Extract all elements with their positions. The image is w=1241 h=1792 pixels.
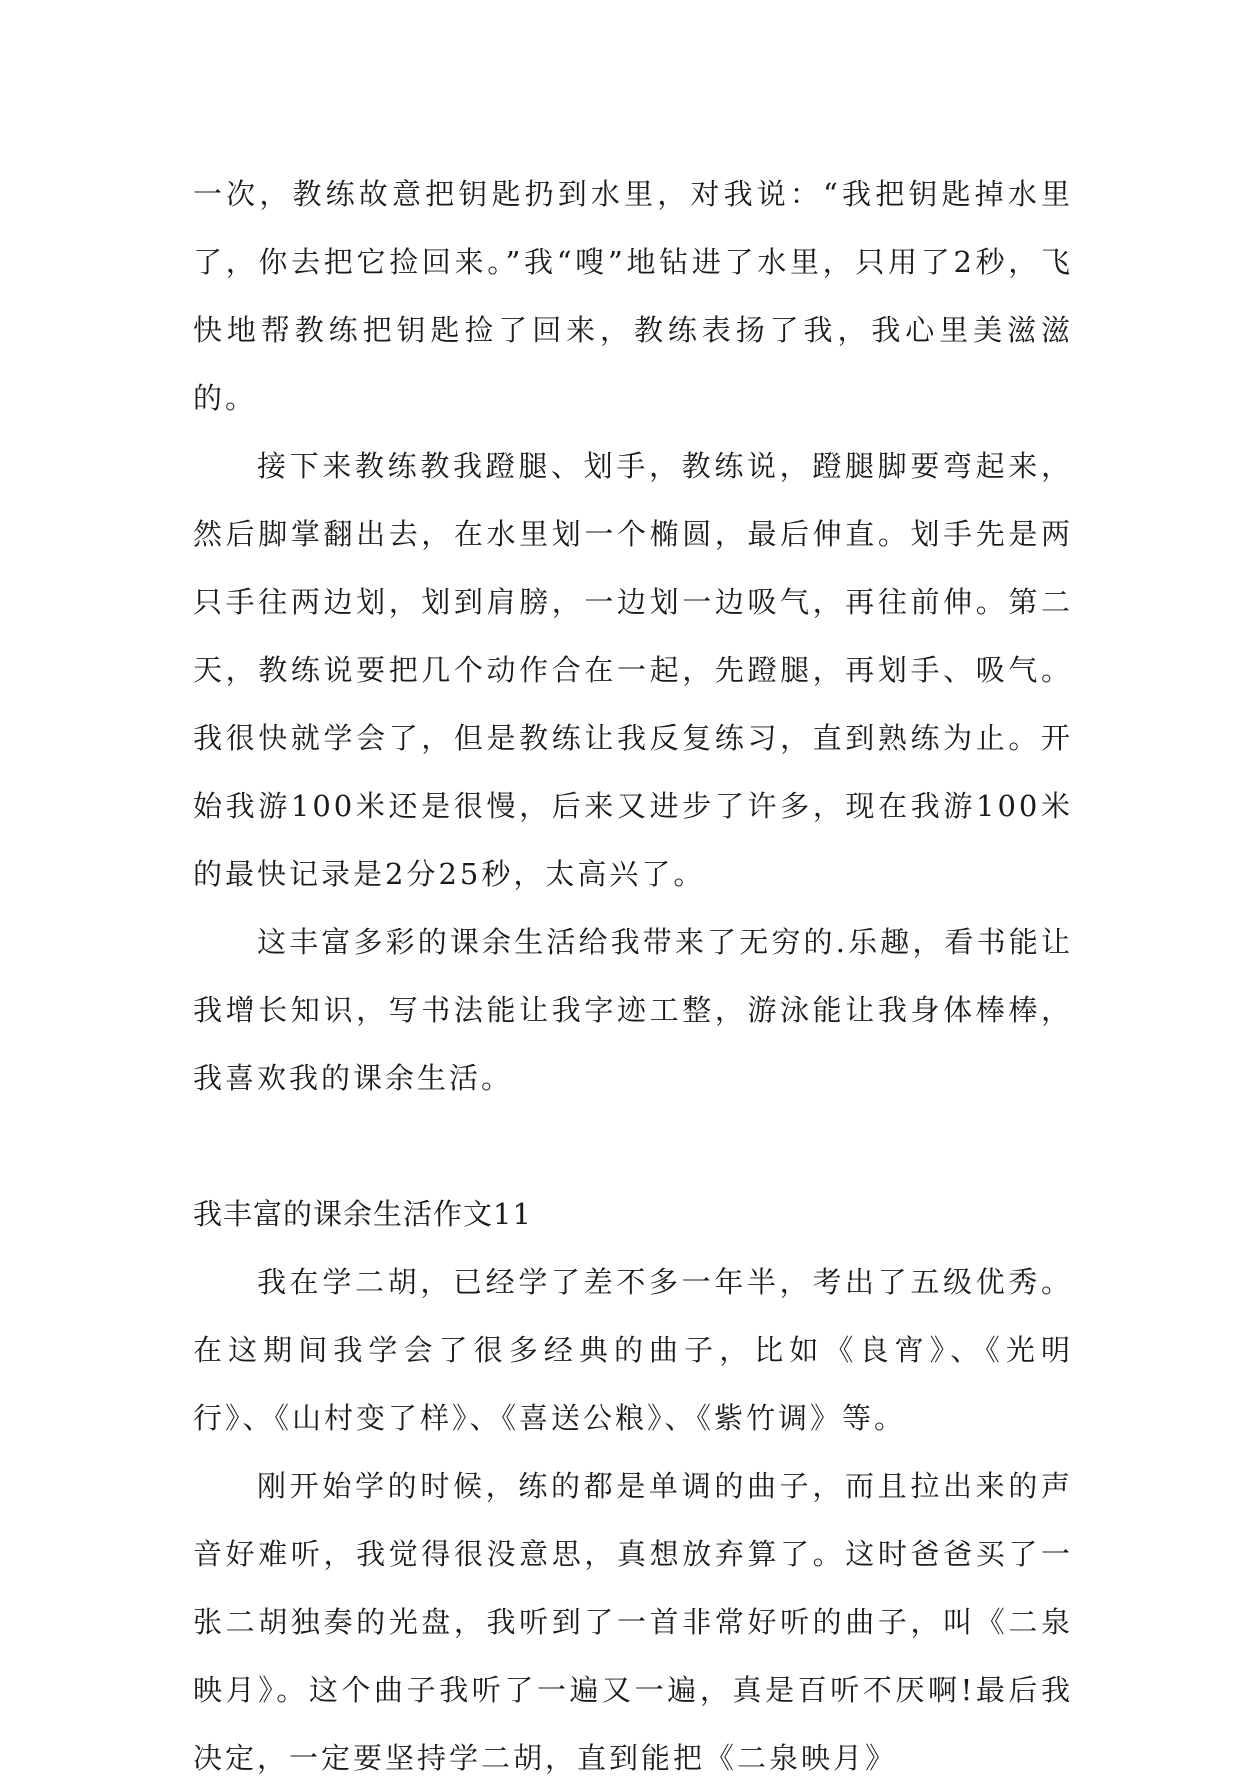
paragraph-erhu-practice: 刚开始学的时候，练的都是单调的曲子，而且拉出来的声音好难听，我觉得很没意思，真想放弃算了。这时爸爸买了一张二胡独奏的光盘，我听到了一首非常好听的曲子，叫《二泉映月》。这个曲子我听了一遍又一遍，真是百听不厌啊!最后我决定，一定要坚持学二胡，直到能把《二泉映月》 (193, 1469, 1073, 1775)
paragraph-conclusion: 这丰富多彩的课余生活给我带来了无穷的.乐趣，看书能让我增长知识，写书法能让我字迹工整，游泳能让我身体棒棒，我喜欢我的课余生活。 (193, 925, 1073, 1095)
paragraph-key-retrieval: 一次，教练故意把钥匙扔到水里，对我说：“我把钥匙掉水里了，你去把它捡回来。”我“嗖”地钻进了水里，只用了2秒，飞快地帮教练把钥匙捡了回来，教练表扬了我，我心里美滋滋的。 (193, 177, 1073, 415)
paragraph-swimming-technique: 接下来教练教我蹬腿、划手，教练说，蹬腿脚要弯起来，然后脚掌翻出去，在水里划一个椭圆，最后伸直。划手先是两只手往两边划，划到肩膀，一边划一边吸气，再往前伸。第二天，教练说要把几个动作合在一起，先蹬腿，再划手、吸气。我很快就学会了，但是教练让我反复练习，直到熟练为止。开始我游100米还是很慢，后来又进步了许多，现在我游100米的最快记录是2分25秒，太高兴了。 (193, 449, 1073, 891)
document-body (193, 160, 1073, 1792)
section-title: 我丰富的课余生活作文11 (193, 1197, 532, 1231)
section-spacer (193, 1112, 1073, 1180)
paragraph-erhu-intro: 我在学二胡，已经学了差不多一年半，考出了五级优秀。在这期间我学会了很多经典的曲子，比如《良宵》、《光明行》、《山村变了样》、《喜送公粮》、《紫竹调》等。 (193, 1265, 1073, 1435)
